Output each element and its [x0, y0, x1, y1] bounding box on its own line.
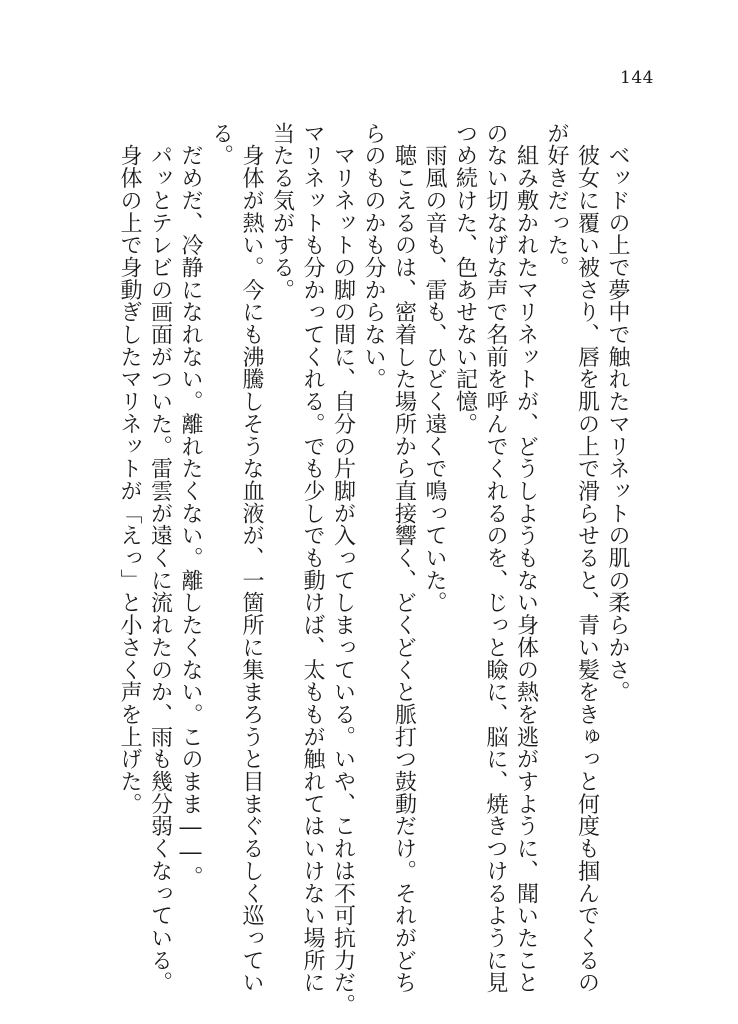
- text-line: 雨風の音も、雷も、ひどく遠くで鳴っていた。: [422, 122, 447, 614]
- page-number: 144: [620, 68, 654, 88]
- vertical-text-block: [114, 122, 633, 1016]
- text-line: つめ続けた、色あせない記憶。: [452, 122, 478, 435]
- text-line: マリネットも分かってくれる。でも少しでも動けば、太ももが触れてはいけない場所に: [300, 122, 325, 994]
- text-line: る。: [208, 122, 234, 167]
- text-line: マリネットの脚の間に、自分の片脚が入ってしまっている。いや、これは不可抗力だ。: [330, 122, 356, 1016]
- text-line: らのものかも分からない。: [361, 122, 386, 391]
- text-line: が好きだった。: [544, 122, 569, 279]
- text-line: 彼女に覆い被さり、唇を肌の上で滑らせると、青い髪をきゅっと何度も掴んでくるの: [574, 122, 600, 994]
- text-line: 組み敷かれたマリネットが、どうしようもない身体の熱を逃がすように、聞いたこと: [513, 122, 539, 994]
- text-line: 当たる気がする。: [269, 122, 295, 301]
- text-line: ベッドの上で夢中で触れたマリネットの肌の柔らかさ。: [605, 122, 630, 704]
- text-line: だめだ、冷静になれない。離れたくない。離したくない。このまま――。: [178, 122, 203, 888]
- text-line: 聴こえるのは、密着した場所から直接響く、どくどくと脈打つ鼓動だけ。それがどち: [391, 122, 417, 994]
- text-line: パッとテレビの画面がついた。雷雲が遠くに流れたのか、雨も幾分弱くなっている。: [147, 122, 173, 994]
- text-line: 身体が熱い。今にも沸騰しそうな血液が、一箇所に集まろうと目まぐるしく巡ってい: [239, 122, 264, 994]
- text-line: のない切なげな声で名前を呼んでくれるのを、じっと瞼に、脳に、焼きつけるように見: [483, 122, 508, 994]
- text-line: 身体の上で身動ぎしたマリネットが「えっ」と小さく声を上げた。: [117, 122, 142, 815]
